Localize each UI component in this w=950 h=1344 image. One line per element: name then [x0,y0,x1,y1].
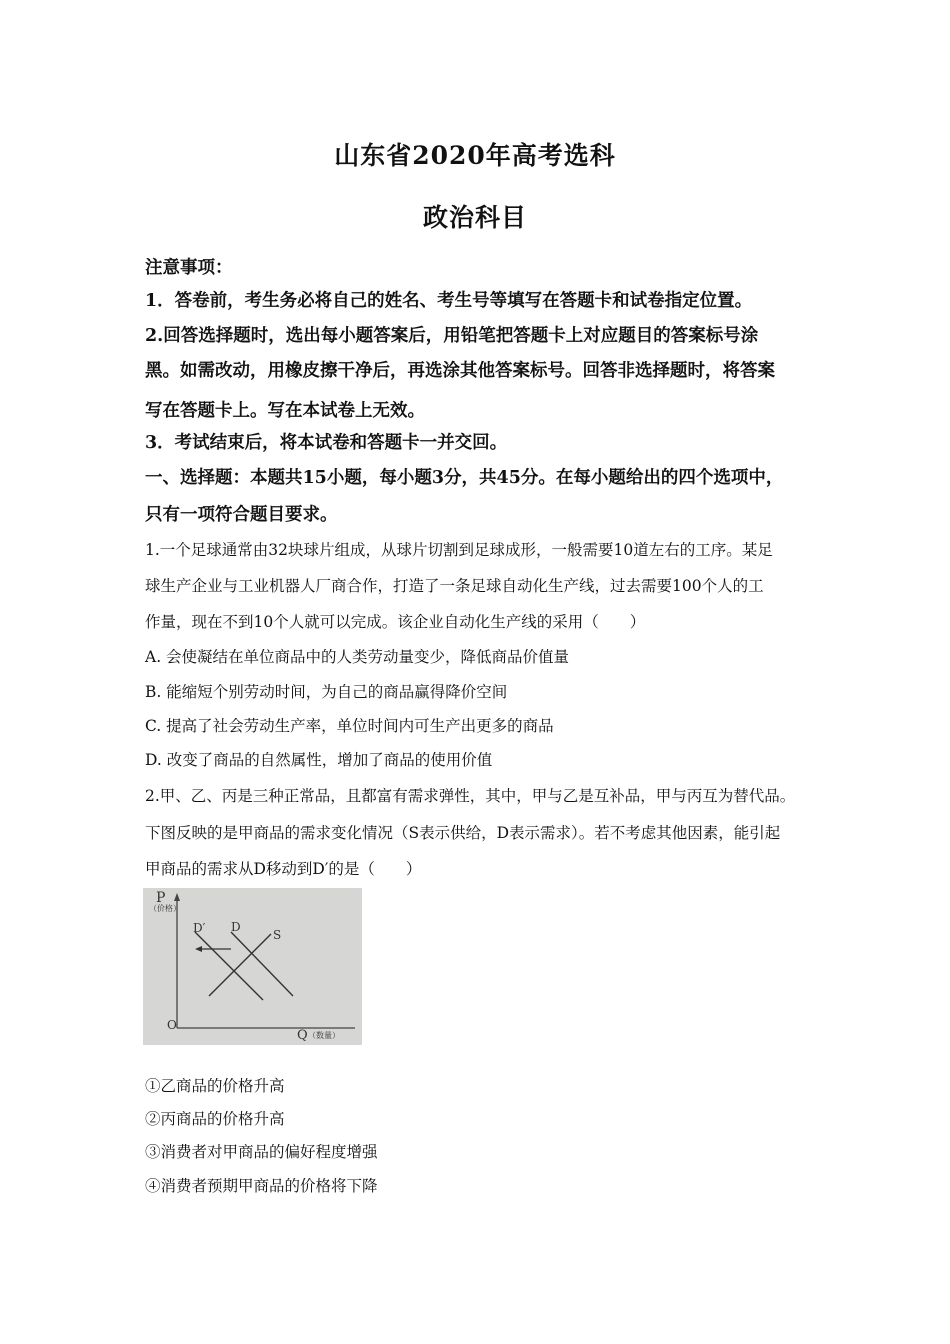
question-1-option-b: B. 能缩短个别劳动时间，为自己的商品赢得降价空间 [145,683,508,701]
section-heading: 只有一项符合题目要求。 [145,505,338,525]
question-1-stem: 1.一个足球通常由32块球片组成，从球片切割到足球成形，一般需要10道左右的工序。某足 [145,541,773,559]
notice-line: 黑。如需改动，用橡皮擦干净后，再选涂其他答案标号。回答非选择题时，将答案 [145,361,775,381]
question-1-option-c: C. 提高了社会劳动生产率，单位时间内可生产出更多的商品 [145,717,554,735]
supply-demand-figure [143,888,362,1045]
question-2-item: ②丙商品的价格升高 [145,1110,285,1128]
curve-s-label: S [273,928,282,942]
curve-d-prime [195,932,263,1000]
notice-line: 1．答卷前，考生务必将自己的姓名、考生号等填写在答题卡和试卷指定位置。 [145,291,753,311]
notice-line: 2.回答选择题时，选出每小题答案后，用铅笔把答题卡上对应题目的答案标号涂 [145,326,759,346]
question-2-item: ④消费者预期甲商品的价格将下降 [145,1177,378,1195]
shift-arrow-head [195,946,202,952]
question-2-stem: 甲商品的需求从D移动到D′的是（ ） [145,860,422,878]
y-axis-note: （价格） [149,904,181,913]
notice-heading: 注意事项： [145,258,233,278]
curve-d-label: D [231,920,241,934]
question-1-stem: 作量，现在不到10个人就可以完成。该企业自动化生产线的采用（ ） [145,613,646,631]
question-2-item: ①乙商品的价格升高 [145,1077,285,1095]
origin-label: O [167,1018,177,1032]
notice-line: 写在答题卡上。写在本试卷上无效。 [145,401,425,421]
curve-d-prime-label: D′ [193,921,206,935]
question-2-item: ③消费者对甲商品的偏好程度增强 [145,1143,378,1161]
x-axis-note: （数量） [308,1031,340,1040]
question-1-option-a: A. 会使凝结在单位商品中的人类劳动量变少，降低商品价值量 [145,648,570,666]
curve-s [209,934,271,996]
page-title: 山东省2020年高考选科 [334,141,616,170]
y-axis-arrow [174,893,180,901]
question-1-stem: 球生产企业与工业机器人厂商合作，打造了一条足球自动化生产线，过去需要100个人的工 [145,577,764,595]
question-1-option-d: D. 改变了商品的自然属性，增加了商品的使用价值 [145,751,493,769]
notice-line: 3．考试结束后，将本试卷和答题卡一并交回。 [145,433,508,453]
y-axis-label: P [156,890,166,906]
x-axis-label: Q [297,1028,308,1043]
question-2-stem: 下图反映的是甲商品的需求变化情况（S表示供给，D表示需求）。若不考虑其他因素，能引起 [145,824,781,842]
page-subtitle: 政治科目 [422,203,527,232]
section-heading: 一、选择题：本题共15小题，每小题3分，共45分。在每小题给出的四个选项中， [145,468,784,488]
question-2-stem: 2.甲、乙、丙是三种正常品，且都富有需求弹性，其中，甲与乙是互补品，甲与丙互为替代品。 [145,787,796,805]
